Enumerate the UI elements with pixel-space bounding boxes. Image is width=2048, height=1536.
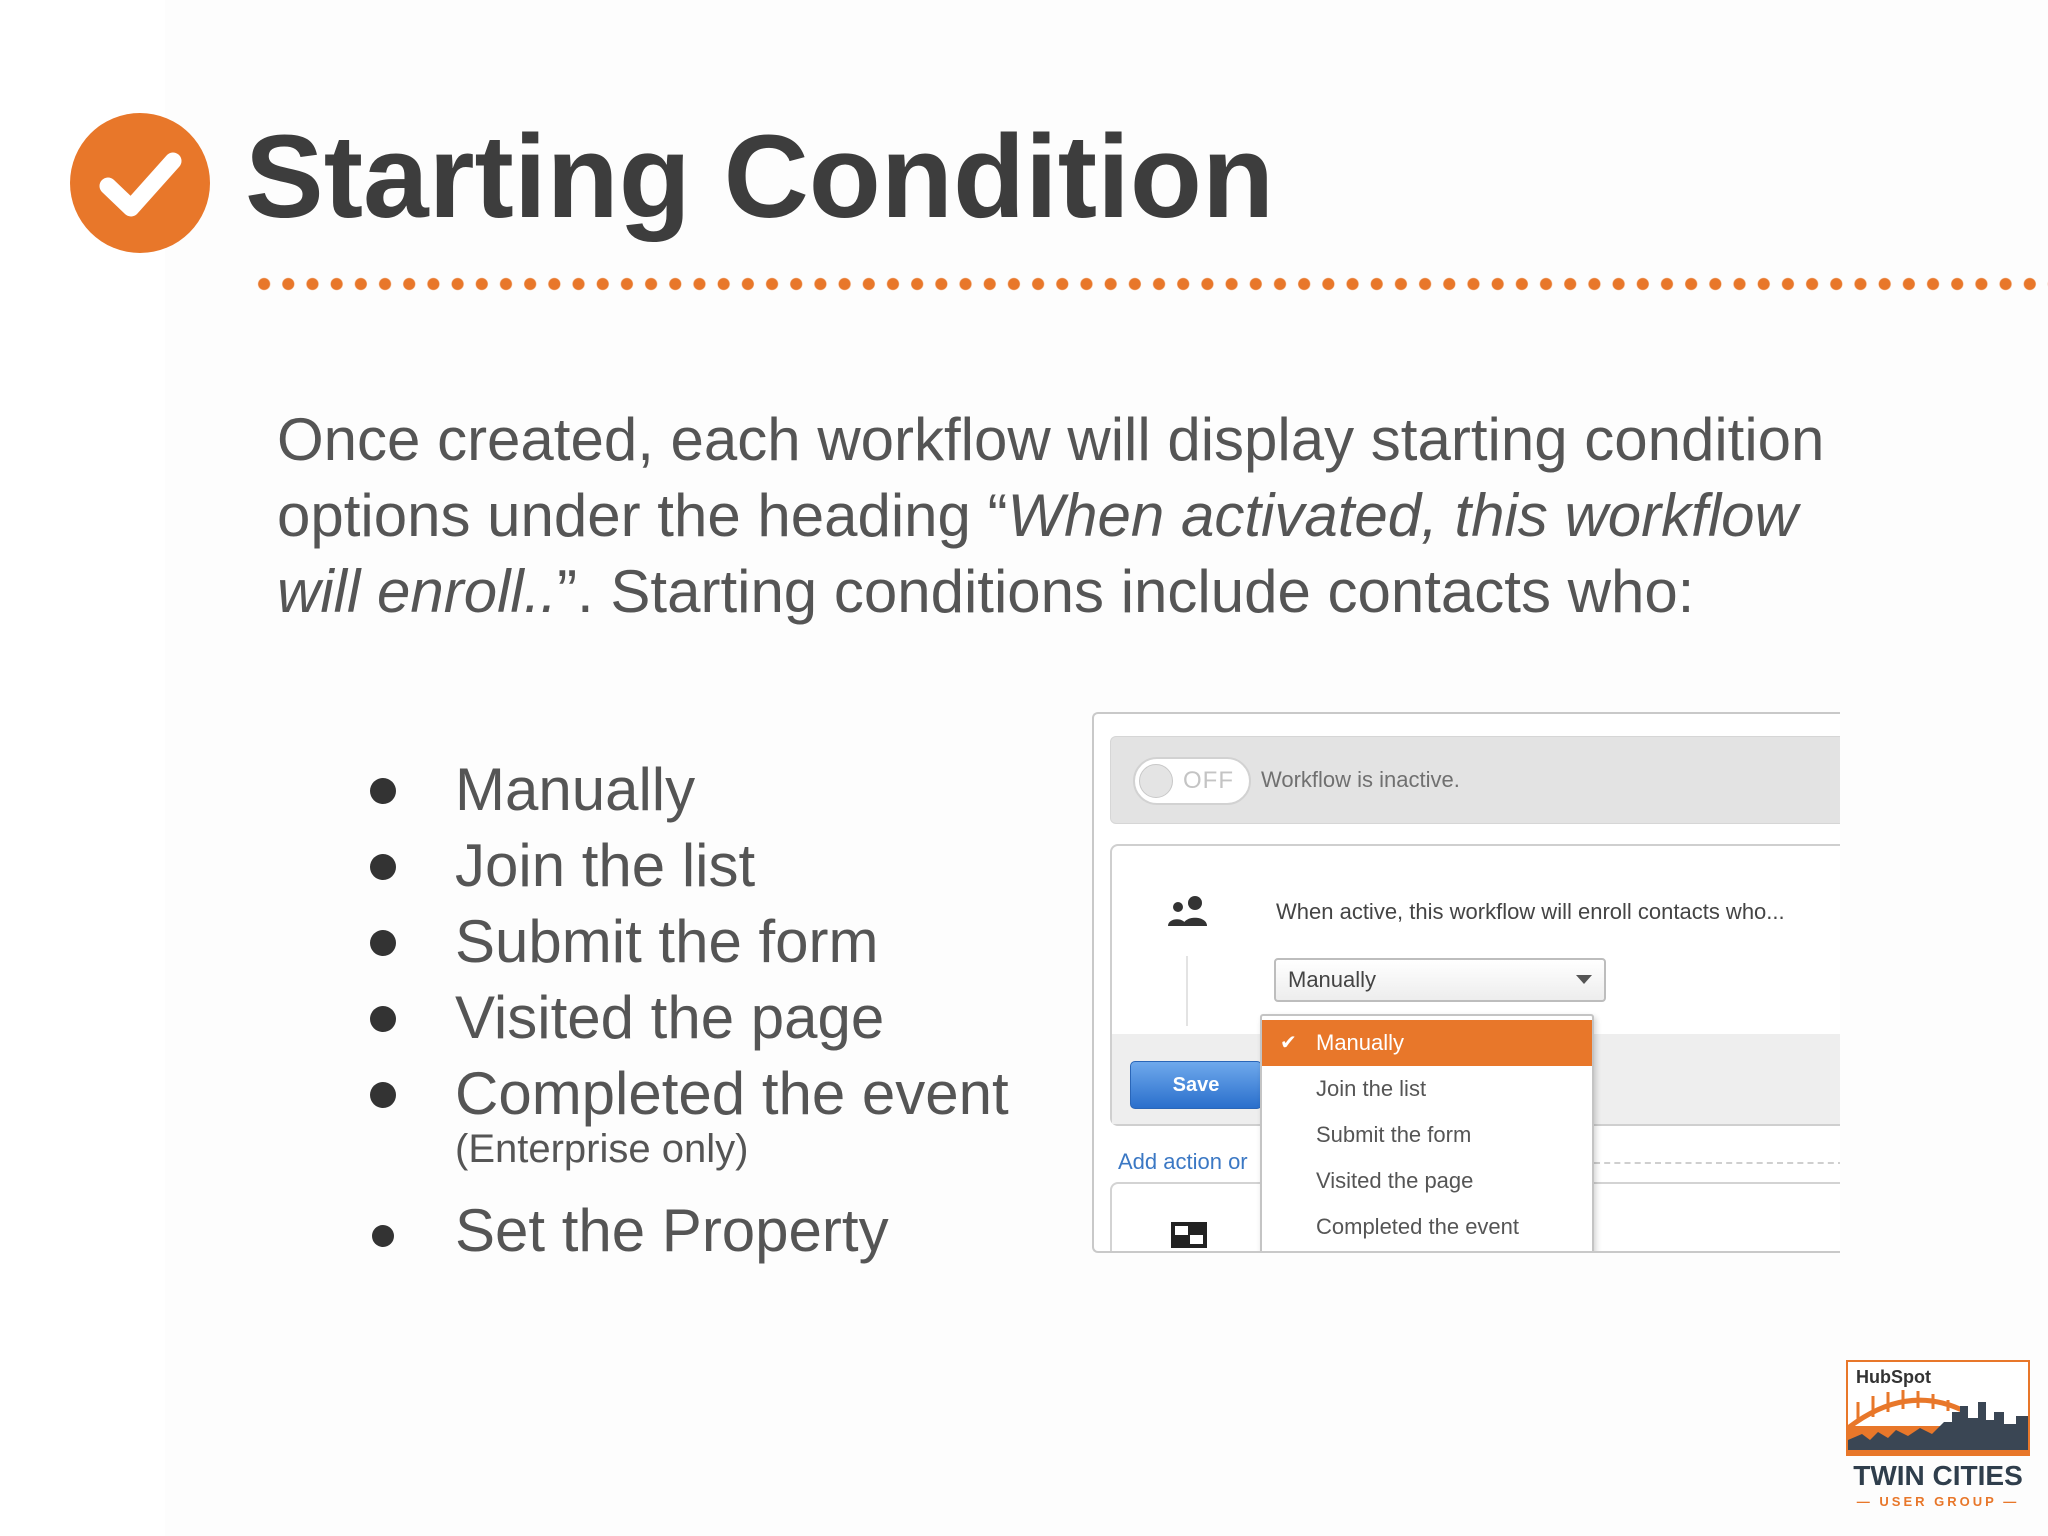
checkmark-circle-icon (70, 113, 210, 253)
list-item-label: Join the list (455, 832, 756, 899)
workflow-toggle[interactable] (1133, 757, 1251, 805)
bullet-dot (370, 930, 396, 956)
workflow-status-bar (1110, 736, 1840, 824)
add-action-link[interactable]: Add action or (1118, 1149, 1248, 1174)
intro-text-after: ”. Starting conditions include contacts who: (557, 558, 1695, 625)
dropdown-option-label: Completed the event (1316, 1214, 1520, 1239)
dropdown-option-label: Manually (1316, 1030, 1405, 1055)
dropdown-option-submit-form[interactable] (1262, 1112, 1592, 1158)
list-item-label: Visited the page (455, 984, 885, 1051)
dropdown-option-manually[interactable] (1262, 1020, 1592, 1066)
workflow-status-text: Workflow is inactive. (1261, 767, 1460, 792)
enterprise-note: (Enterprise only) (455, 1127, 749, 1171)
bullet-dot (372, 1225, 394, 1247)
check-icon: ✔ (1280, 1032, 1297, 1054)
toggle-knob (1139, 764, 1173, 798)
dropdown-option-visited-page[interactable] (1262, 1158, 1592, 1204)
slide-title: Starting Condition (245, 111, 1275, 243)
intro-paragraph (277, 402, 1897, 630)
dropdown-option-completed-event[interactable] (1262, 1204, 1592, 1250)
flag-icon (1171, 1222, 1207, 1248)
logo-subtitle-text: USER GROUP (1879, 1494, 1997, 1509)
logo-title: TWIN CITIES (1853, 1460, 2023, 1491)
bullet-dot (370, 1006, 396, 1032)
intro-text-before: Once created, each workflow will display starting condition options under the heading “ (277, 406, 1825, 549)
enroll-condition-select[interactable] (1274, 958, 1606, 1002)
dropdown-option-label: Visited the page (1316, 1168, 1474, 1193)
dashed-connector (1594, 1162, 1840, 1164)
enroll-description: When active, this workflow will enroll contacts who... (1276, 899, 1785, 924)
bullet-dot (370, 1082, 396, 1108)
logo-frame (1846, 1360, 2030, 1456)
bridge-skyline-icon (1848, 1362, 2028, 1454)
list-item-label: Manually (455, 756, 696, 823)
dotted-divider (252, 277, 2048, 291)
logo-subtitle: — USER GROUP — (1856, 1494, 2020, 1509)
enroll-condition-dropdown (1260, 1014, 1594, 1253)
dropdown-option-label: Join the list (1316, 1076, 1427, 1101)
hubspot-twin-cities-logo (1846, 1360, 2030, 1530)
workflow-screenshot (1092, 712, 1840, 1253)
logo-brand: HubSpot (1856, 1367, 1931, 1387)
list-item-label: Submit the form (455, 908, 879, 975)
bullet-dot (370, 778, 396, 804)
list-item-label: Completed the event (455, 1060, 1009, 1127)
toggle-label: OFF (1183, 767, 1234, 794)
dropdown-option-label: Submit the form (1316, 1122, 1472, 1147)
card-divider (1186, 956, 1188, 1026)
dropdown-option-join-list[interactable] (1262, 1066, 1592, 1112)
dropdown-caret-icon (1576, 975, 1592, 984)
bullet-dot (370, 854, 396, 880)
select-value: Manually (1288, 967, 1377, 992)
intro-italic-heading: When activated, this workflow will enroll.. (277, 482, 1798, 625)
save-button[interactable]: Save (1130, 1061, 1262, 1109)
people-icon (1164, 894, 1212, 928)
list-item-label: Set the Property (455, 1197, 889, 1264)
